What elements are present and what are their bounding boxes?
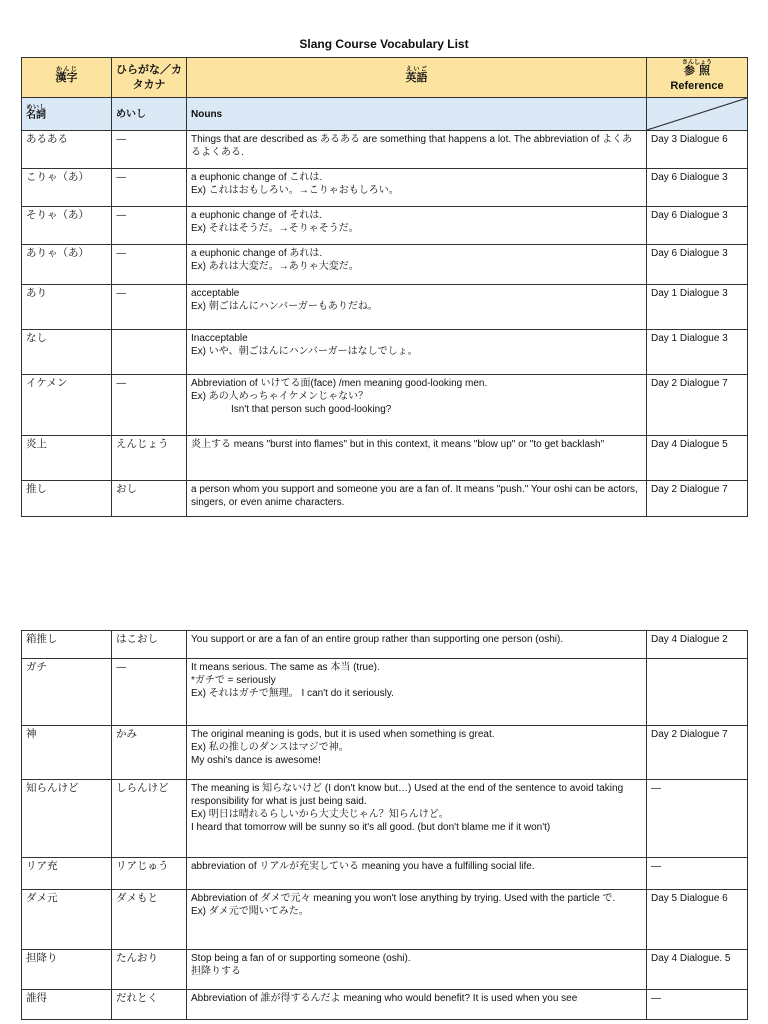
definition-line: Ex) それはガチで無理。 I can't do it seriously.: [191, 688, 394, 699]
vocab-reference: Day 2 Dialogue 7: [647, 726, 748, 780]
vocab-reading: —: [112, 659, 187, 726]
vocab-definition: [187, 285, 647, 330]
vocab-reading: えんじょう: [112, 436, 187, 481]
definition-line: Abbreviation of ダメで元々 meaning you won't lose anything by trying. Used with the particle で.: [191, 893, 616, 904]
table-row: [22, 726, 748, 780]
vocab-word: あるある: [22, 131, 112, 169]
definition-line: Ex) ダメ元で聞いてみた。: [191, 906, 309, 917]
vocab-definition: [187, 436, 647, 481]
definition-line: Ex) 明日は晴れるらしいから大丈夫じゃん？知らんけど。: [191, 809, 449, 820]
vocab-reference: Day 1 Dialogue 3: [647, 330, 748, 375]
definition-line: acceptable: [191, 288, 240, 299]
vocab-word: 炎上: [22, 436, 112, 481]
vocab-word: 神: [22, 726, 112, 780]
vocab-word: ダメ元: [22, 890, 112, 950]
vocab-reference: Day 6 Dialogue 3: [647, 245, 748, 285]
vocab-word: こりゃ（あ）: [22, 169, 112, 207]
definition-line: The meaning is 知らないけど (I don't know but…) Used at the end of the sentence to avoid taking responsibility for what is just being said.: [191, 783, 624, 807]
vocab-definition: [187, 131, 647, 169]
vocab-reading: ダメもと: [112, 890, 187, 950]
definition-line: 炎上する means "burst into flames" but in this context, it means "blow up" or "to get backlash": [191, 439, 605, 450]
section-kanji: 名詞めいし: [22, 98, 112, 131]
definition-line: a person whom you support and someone you are a fan of. It means "push." Your oshi can be actors, singers, or even anime characters.: [191, 484, 638, 508]
definition-line: It means serious. The same as 本当 (true).: [191, 662, 380, 673]
section-kana: めいし: [112, 98, 187, 131]
vocab-reference: Day 4 Dialogue 5: [647, 436, 748, 481]
vocab-definition: [187, 990, 647, 1020]
definition-line: Ex) それはそうだ。→そりゃそうだ。: [191, 223, 359, 234]
vocab-reading: しらんけど: [112, 780, 187, 858]
definition-line: Ex) 私の推しのダンスはマジで神。: [191, 742, 349, 753]
definition-line: Ex) あの人めっちゃイケメンじゃない？: [191, 391, 369, 402]
table-row: [22, 245, 748, 285]
table-row: [22, 330, 748, 375]
vocab-reference: Day 5 Dialogue 6: [647, 890, 748, 950]
vocab-definition: [187, 245, 647, 285]
definition-line: Ex) これはおもしろい。→こりゃおもしろい。: [191, 185, 399, 196]
vocab-definition: [187, 481, 647, 517]
definition-line: My oshi's dance is awesome!: [191, 755, 321, 766]
header-english: 英語えいご: [187, 58, 647, 98]
table-row: [22, 169, 748, 207]
definition-line: You support or are a fan of an entire group rather than supporting one person (oshi).: [191, 634, 564, 645]
vocab-definition: [187, 330, 647, 375]
vocab-word: リア充: [22, 858, 112, 890]
vocab-word: そりゃ（あ）: [22, 207, 112, 245]
vocab-reading: だれとく: [112, 990, 187, 1020]
page-title: Slang Course Vocabulary List: [299, 37, 469, 51]
table-row: [22, 481, 748, 517]
vocab-reading: [112, 330, 187, 375]
definition-line: Ex) いや、朝ごはんにハンバーガーはなしでしょ。: [191, 346, 418, 357]
header-kanji: 漢字かんじ: [22, 58, 112, 98]
vocab-reference: —: [647, 990, 748, 1020]
section-english: Nouns: [187, 98, 647, 131]
vocab-reading: —: [112, 245, 187, 285]
table-row: [22, 375, 748, 436]
vocab-definition: [187, 375, 647, 436]
definition-line: 担降りする: [191, 966, 241, 977]
definition-line: abbreviation of リアルが充実している meaning you have a fulfilling social life.: [191, 861, 535, 872]
vocab-reference: [647, 659, 748, 726]
vocab-definition: [187, 950, 647, 990]
vocab-word: イケメン: [22, 375, 112, 436]
table-row: [22, 285, 748, 330]
table-row: [22, 436, 748, 481]
vocab-word: 誰得: [22, 990, 112, 1020]
vocab-reading: はこおし: [112, 631, 187, 659]
table-row: [22, 950, 748, 990]
vocab-table-page-1: [21, 57, 748, 517]
vocab-reference: Day 2 Dialogue 7: [647, 481, 748, 517]
definition-line: Abbreviation of 誰が得するんだよ meaning who would benefit? It is used when you see: [191, 993, 578, 1004]
vocab-definition: [187, 890, 647, 950]
vocab-reading: —: [112, 375, 187, 436]
table-row: [22, 631, 748, 659]
vocab-reading: —: [112, 131, 187, 169]
vocab-reference: Day 2 Dialogue 7: [647, 375, 748, 436]
vocab-reading: かみ: [112, 726, 187, 780]
vocab-reading: —: [112, 169, 187, 207]
vocab-reference: Day 6 Dialogue 3: [647, 207, 748, 245]
definition-line: a euphonic change of それは.: [191, 210, 323, 221]
definition-line: Ex) あれは大変だ。→ありゃ大変だ。: [191, 261, 359, 272]
definition-line: a euphonic change of これは.: [191, 172, 323, 183]
definition-line: Abbreviation of いけてる面(face) /men meaning good-looking men.: [191, 378, 488, 389]
table-row: [22, 990, 748, 1020]
vocab-word: 知らんけど: [22, 780, 112, 858]
table-row: [22, 659, 748, 726]
definition-line: I heard that tomorrow will be sunny so it's all good. (but don't blame me if it won't): [191, 822, 551, 833]
vocab-word: 担降り: [22, 950, 112, 990]
table-row: [22, 131, 748, 169]
vocab-definition: [187, 207, 647, 245]
section-diagonal-cell: [647, 98, 748, 131]
vocab-definition: [187, 631, 647, 659]
vocab-word: なし: [22, 330, 112, 375]
table-row: [22, 780, 748, 858]
vocab-word: ありゃ（あ）: [22, 245, 112, 285]
vocab-definition: [187, 659, 647, 726]
vocab-reading: おし: [112, 481, 187, 517]
definition-line: *ガチで = seriously: [191, 675, 276, 686]
section-row-nouns: [22, 98, 748, 131]
vocab-reference: Day 4 Dialogue 2: [647, 631, 748, 659]
vocab-table-page-2: [21, 630, 748, 1020]
definition-line: Inacceptable: [191, 333, 248, 344]
vocab-reference: Day 3 Dialogue 6: [647, 131, 748, 169]
definition-line: Things that are described as あるある are something that happens a lot. The abbreviation of よくあるよくある.: [191, 134, 633, 158]
vocab-reference: Day 4 Dialogue. 5: [647, 950, 748, 990]
definition-line: a euphonic change of あれは.: [191, 248, 323, 259]
vocab-word: 箱推し: [22, 631, 112, 659]
definition-line: Stop being a fan of or supporting someone (oshi).: [191, 953, 411, 964]
vocab-reference: Day 1 Dialogue 3: [647, 285, 748, 330]
vocab-reference: —: [647, 780, 748, 858]
header-kana: ひらがな／カタカナ: [112, 58, 187, 98]
header-reference: 参照さんしょう Reference: [647, 58, 748, 98]
definition-line: The original meaning is gods, but it is used when something is great.: [191, 729, 495, 740]
vocab-reading: リアじゅう: [112, 858, 187, 890]
vocab-word: 推し: [22, 481, 112, 517]
table-row: [22, 858, 748, 890]
vocab-word: ガチ: [22, 659, 112, 726]
vocab-reading: —: [112, 285, 187, 330]
vocab-definition: [187, 858, 647, 890]
table-row: [22, 207, 748, 245]
header-row: [22, 58, 748, 98]
vocab-reference: Day 6 Dialogue 3: [647, 169, 748, 207]
vocab-reading: —: [112, 207, 187, 245]
vocab-word: あり: [22, 285, 112, 330]
vocab-definition: [187, 169, 647, 207]
definition-line: Isn't that person such good-looking?: [231, 404, 392, 415]
definition-line: Ex) 朝ごはんにハンバーガーもありだね。: [191, 301, 378, 312]
vocab-definition: [187, 780, 647, 858]
vocab-definition: [187, 726, 647, 780]
vocab-reading: たんおり: [112, 950, 187, 990]
table-row: [22, 890, 748, 950]
vocab-reference: —: [647, 858, 748, 890]
